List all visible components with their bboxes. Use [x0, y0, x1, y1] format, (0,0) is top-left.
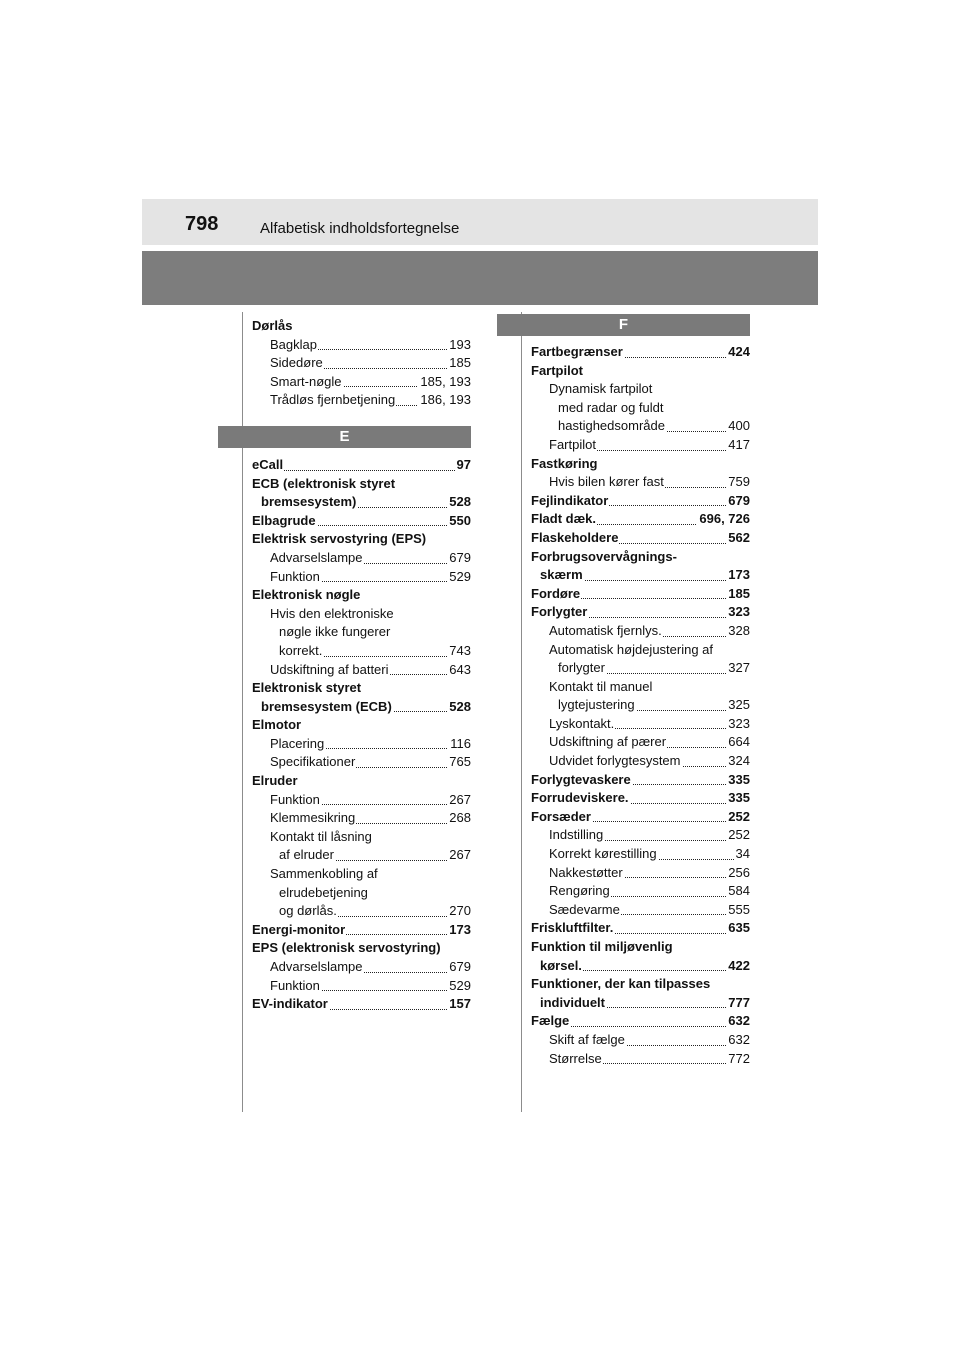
- index-entry: [531, 548, 750, 567]
- entry-page-ref: 97: [455, 456, 471, 475]
- entry-label: Fartpilot: [531, 362, 583, 378]
- index-entry: [531, 436, 750, 455]
- entry-label: eCall: [252, 456, 284, 472]
- entry-label: lygtejustering: [558, 697, 635, 713]
- index-entry: [531, 845, 750, 864]
- entry-label: Placering: [270, 735, 325, 751]
- index-entry: [531, 603, 750, 622]
- index-entry: [252, 568, 471, 587]
- entry-label: Funktioner, der kan tilpasses: [531, 976, 711, 992]
- page-header: [142, 199, 818, 245]
- index-entry: [531, 566, 750, 585]
- entry-label: Dynamisk fartpilot: [549, 381, 653, 397]
- entry-page-ref: 267: [447, 846, 471, 865]
- entry-label: Elbagrude: [252, 512, 316, 528]
- entry-label: bremsesystem (ECB): [261, 698, 392, 714]
- entry-label: Fejlindikator: [531, 492, 609, 508]
- entry-label: Friskluftfilter.: [531, 920, 614, 936]
- entry-page-ref: 335: [726, 771, 750, 790]
- entry-label: Funktion til miljøvenlig: [531, 939, 673, 954]
- entry-label: forlygter: [558, 660, 605, 676]
- index-entry: [531, 919, 750, 938]
- entry-page-ref: 186, 193: [418, 391, 471, 410]
- entry-page-ref: 772: [726, 1050, 750, 1069]
- page-number: 798: [185, 213, 219, 235]
- index-entry: [531, 678, 750, 697]
- right-column-rule: [521, 312, 522, 1112]
- entry-label: Elektrisk servostyring (EPS): [252, 531, 427, 547]
- entry-page-ref: 173: [447, 921, 471, 940]
- entry-label: Hvis den elektroniske: [270, 605, 394, 621]
- entry-label: Dørlås: [252, 318, 293, 333]
- entry-label: Funktion: [270, 791, 320, 807]
- index-entry: [252, 958, 471, 977]
- index-entry: [531, 808, 750, 827]
- index-entry: [252, 995, 471, 1014]
- index-entry: [531, 696, 750, 715]
- index-entry: [252, 753, 471, 772]
- entry-page-ref: 328: [726, 622, 750, 641]
- entry-label: Udvidet forlygtesystem: [549, 753, 681, 769]
- index-entry: [531, 715, 750, 734]
- entry-label: Specifikationer: [270, 754, 356, 770]
- index-entry: [252, 605, 471, 624]
- entry-page-ref: 528: [447, 698, 471, 717]
- entry-page-ref: 562: [726, 529, 750, 548]
- entry-label: Elektronisk styret: [252, 680, 362, 696]
- entry-page-ref: 270: [447, 902, 471, 921]
- entry-page-ref: 584: [726, 882, 750, 901]
- index-entry: [252, 921, 471, 940]
- index-entry: [252, 373, 471, 392]
- index-entry: [531, 1031, 750, 1050]
- index-entry: [531, 510, 750, 529]
- index-entry: [252, 661, 471, 680]
- entry-label: Korrekt kørestilling: [549, 846, 657, 862]
- entry-label: Fladt dæk.: [531, 511, 597, 527]
- index-entry: [531, 380, 750, 399]
- entry-label: Fartbegrænser: [531, 344, 623, 359]
- entry-label: Udskiftning af batteri: [270, 661, 389, 677]
- index-entry: [252, 623, 471, 642]
- entry-label: Forlygter: [531, 604, 588, 620]
- index-entry: [252, 865, 471, 884]
- entry-label: Advarselslampe: [270, 959, 363, 974]
- entry-page-ref: 323: [726, 603, 750, 622]
- index-entry: [252, 642, 471, 661]
- index-entry: [531, 659, 750, 678]
- spacer: [252, 410, 471, 426]
- header-band: [142, 251, 818, 305]
- entry-page-ref: 529: [447, 977, 471, 996]
- entry-label: Funktion: [270, 568, 320, 584]
- entry-label: Energi-monitor: [252, 921, 346, 937]
- index-entry: [252, 884, 471, 903]
- entry-label: Advarselslampe: [270, 549, 363, 565]
- entry-page-ref: 157: [447, 995, 471, 1014]
- index-entry: [531, 752, 750, 771]
- index-entry: [531, 901, 750, 920]
- index-entry: [531, 733, 750, 752]
- entry-label: korrekt.: [279, 642, 323, 658]
- entry-label: Smart-nøgle: [270, 373, 342, 389]
- spacer: [531, 336, 750, 343]
- index-entry: [252, 902, 471, 921]
- entry-label: Elruder: [252, 773, 298, 789]
- entry-label: Fælge: [531, 1013, 570, 1029]
- entry-page-ref: 256: [726, 864, 750, 883]
- entry-label: ECB (elektronisk styret: [252, 475, 396, 491]
- index-entry: [531, 771, 750, 790]
- entry-page-ref: 34: [734, 845, 750, 864]
- index-entry: [252, 679, 471, 698]
- index-entry: [531, 994, 750, 1013]
- index-entry: [252, 791, 471, 810]
- index-entry: [531, 417, 750, 436]
- entry-label: Forsæder: [531, 808, 591, 824]
- entry-label: Forbrugsovervågnings-: [531, 548, 677, 564]
- index-entry: [252, 336, 471, 355]
- index-entry: [252, 475, 471, 494]
- entry-label: Kontakt til manuel: [549, 678, 653, 694]
- entry-page-ref: 417: [726, 436, 750, 455]
- index-entry: [252, 809, 471, 828]
- entry-label: Forrudeviskere.: [531, 790, 629, 806]
- index-entry: [252, 828, 471, 847]
- entry-page-ref: 555: [726, 901, 750, 920]
- entry-label: Forlygtevaskere: [531, 771, 631, 787]
- entry-page-ref: 679: [447, 549, 471, 568]
- entry-label: Fartpilot: [549, 436, 596, 452]
- index-entry: [531, 826, 750, 845]
- index-entry: [252, 512, 471, 531]
- entry-label: og dørlås.: [279, 903, 337, 919]
- entry-label: Automatisk fjernlys.: [549, 622, 662, 638]
- entry-label: Indstilling: [549, 827, 604, 843]
- index-entry: [531, 492, 750, 511]
- entry-page-ref: 325: [726, 696, 750, 715]
- entry-page-ref: 400: [726, 417, 750, 436]
- entry-label: Størrelse: [549, 1050, 602, 1066]
- entry-page-ref: 116: [448, 735, 471, 754]
- entry-label: individuelt: [540, 994, 605, 1010]
- index-entry: [252, 549, 471, 568]
- entry-page-ref: 323: [726, 715, 750, 734]
- entry-page-ref: 632: [726, 1031, 750, 1050]
- entry-page-ref: 424: [726, 343, 750, 362]
- index-entry: [252, 716, 471, 735]
- section-letter-f: F: [497, 314, 750, 336]
- entry-page-ref: 664: [726, 733, 750, 752]
- entry-label: Sædevarme: [549, 901, 620, 917]
- index-entry: [252, 772, 471, 791]
- index-entry: [252, 493, 471, 512]
- index-entry: [531, 455, 750, 474]
- entry-label: Klemmesikring: [270, 810, 356, 826]
- index-entry: [252, 354, 471, 373]
- index-entry: [531, 789, 750, 808]
- entry-label: EPS (elektronisk servostyring): [252, 940, 441, 956]
- entry-page-ref: 252: [726, 826, 750, 845]
- entry-label: af elruder: [279, 847, 334, 863]
- entry-page-ref: 635: [726, 919, 750, 938]
- index-entry: [531, 399, 750, 418]
- entry-page-ref: 759: [726, 473, 750, 492]
- entry-label: Skift af fælge: [549, 1031, 625, 1047]
- entry-label: hastighedsområde: [558, 418, 665, 434]
- entry-page-ref: 422: [726, 957, 750, 976]
- entry-page-ref: 173: [726, 566, 750, 585]
- index-entry: [531, 975, 750, 994]
- entry-page-ref: 679: [726, 492, 750, 511]
- entry-label: Trådløs fjernbetjening: [270, 392, 396, 408]
- index-entry: [252, 735, 471, 754]
- entry-label: Nakkestøtter: [549, 864, 623, 880]
- index-entry: [531, 1012, 750, 1031]
- index-entry: [531, 362, 750, 381]
- entry-label: Bagklap: [270, 336, 317, 352]
- entry-page-ref: 267: [447, 791, 471, 810]
- entry-label: bremsesystem): [261, 494, 357, 510]
- index-entry: [531, 957, 750, 976]
- entry-label: med radar og fuldt: [558, 399, 664, 415]
- entry-page-ref: 765: [447, 753, 471, 772]
- entry-label: Fordøre: [531, 585, 581, 601]
- entry-label: Elmotor: [252, 717, 302, 733]
- entry-label: Elektronisk nøgle: [252, 587, 361, 603]
- entry-page-ref: 193: [447, 336, 471, 355]
- section-letter-e: E: [218, 426, 471, 448]
- entry-label: Rengøring: [549, 883, 610, 899]
- entry-label: Lyskontakt.: [549, 715, 615, 731]
- index-entry: [252, 456, 471, 475]
- entry-label: Automatisk højdejustering af: [549, 641, 714, 657]
- entry-label: Udskiftning af pærer: [549, 734, 667, 750]
- entry-page-ref: 335: [726, 789, 750, 808]
- leader-dots: [252, 470, 471, 471]
- index-entry: [531, 641, 750, 660]
- entry-page-ref: 643: [447, 661, 471, 680]
- index-entry: [531, 882, 750, 901]
- entry-page-ref: 679: [447, 958, 471, 977]
- index-entry: [252, 977, 471, 996]
- index-entry: [252, 530, 471, 549]
- entry-page-ref: 743: [447, 642, 471, 661]
- entry-label: nøgle ikke fungerer: [279, 624, 391, 640]
- entry-page-ref: 324: [726, 752, 750, 771]
- index-column-left: [252, 317, 471, 1014]
- index-entry: [252, 939, 471, 958]
- entry-page-ref: 185, 193: [418, 373, 471, 392]
- index-entry: [531, 585, 750, 604]
- entry-label: Fastkøring: [531, 455, 598, 471]
- entry-page-ref: 185: [726, 585, 750, 604]
- entry-label: skærm: [540, 567, 583, 583]
- entry-page-ref: 529: [447, 568, 471, 587]
- entry-page-ref: 550: [447, 512, 471, 531]
- spacer: [252, 448, 471, 456]
- page-title: Alfabetisk indholdsfortegnelse: [260, 220, 460, 237]
- index-entry: [531, 938, 750, 957]
- entry-page-ref: 268: [447, 809, 471, 828]
- index-entry: [531, 343, 750, 362]
- entry-label: EV-indikator: [252, 996, 328, 1012]
- index-entry: [531, 473, 750, 492]
- index-entry: [252, 846, 471, 865]
- entry-label: Sidedøre: [270, 355, 323, 371]
- index-column-right: [531, 314, 750, 1068]
- entry-label: elrudebetjening: [279, 884, 368, 900]
- index-entry: [531, 1050, 750, 1069]
- entry-page-ref: 696, 726: [697, 510, 750, 529]
- index-entry: [252, 391, 471, 410]
- entry-page-ref: 252: [726, 808, 750, 827]
- index-entry: [252, 317, 471, 336]
- entry-label: Flaskeholdere: [531, 529, 619, 545]
- index-entry: [531, 622, 750, 641]
- index-entry: [531, 864, 750, 883]
- index-entry: [252, 698, 471, 717]
- entry-label: kørsel.: [540, 957, 582, 973]
- index-entry: [531, 529, 750, 548]
- index-entry: [252, 586, 471, 605]
- entry-page-ref: 185: [447, 354, 471, 373]
- entry-page-ref: 777: [726, 994, 750, 1013]
- entry-label: Hvis bilen kører fast: [549, 474, 664, 490]
- entry-label: Funktion: [270, 977, 320, 993]
- entry-page-ref: 327: [726, 659, 750, 678]
- entry-page-ref: 632: [726, 1012, 750, 1031]
- entry-label: Sammenkobling af: [270, 866, 378, 882]
- entry-label: Kontakt til låsning: [270, 828, 372, 844]
- entry-page-ref: 528: [447, 493, 471, 512]
